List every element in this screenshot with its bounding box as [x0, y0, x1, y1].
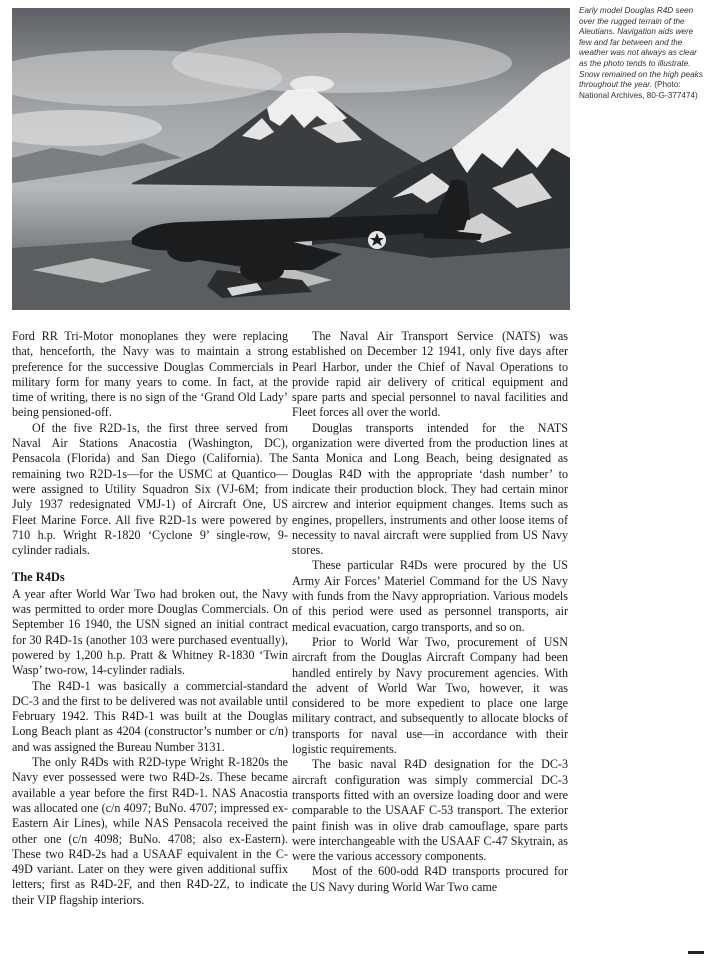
right-column [292, 329, 568, 895]
paragraph: A year after World War Two had broken out, the Navy was permitted to order more Douglas Commercials. On September 16 1940, the USN signed an initial contract for 30 R4D-1s (another 103 were purchased eventually), powered by 1,200 h.p. Pratt & Whitney R-1830 ‘Twin Wasp’ two-row, 14-cylinder radials. [12, 586, 288, 678]
paragraph: Most of the 600-odd R4D transports procured for the US Navy during World War Two came [292, 864, 568, 894]
paragraph: Douglas transports intended for the NATS organization were diverted from the production lines at Santa Monica and Long Beach, being designated as Douglas R4D with the appropriate ‘dash number’ to indicate their production block. They had certain minor aircrew and interior equipment changes. Items such as engines, propellers, instruments and other loose items of necessity to naval aircraft were supplied from US Navy stores. [292, 420, 568, 558]
photo-caption [579, 6, 705, 101]
paragraph: The only R4Ds with R2D-type Wright R-1820s the Navy ever possessed were two R4D-2s. These became available a year before the first R4D-1. NAS Anacostia was allocated one (c/n 4097; BuNo. 4707; impressed ex-Eastern Air Lines), while NAS Pensacola received the other one (c/n 4098; BuNo. 4708; also ex-Eastern). These two R4D-2s had a USAAF equivalent in the C-49D variant. Later on they were given additional suffix letters; first as R4D-2F, and then R4D-2Z, to indicate their VIP flagship interiors. [12, 755, 288, 907]
paragraph: The Naval Air Transport Service (NATS) was established on December 12 1941, only five days after Pearl Harbor, under the Chief of Naval Operations to provide rapid air delivery of critical equipment and spare parts and special personnel to naval facilities and Fleet forces all over the world. [292, 329, 568, 420]
page-edge-mark [688, 951, 704, 954]
aircraft-photo [12, 8, 570, 310]
caption-text: Early model Douglas R4D seen over the rugged terrain of the Aleutians. Navigation aids were few and far between and the weather was not always as clear as the photo tends to illustrate. Snow remained on the high peaks throughout the year. [579, 6, 703, 90]
paragraph: Prior to World War Two, procurement of USN aircraft from the Douglas Aircraft Company had been handled entirely by Navy procurement agencies. With the advent of World War Two, however, it was considered to be more expedient to place one large military contract, and subsequently to allocate blocks of transports for naval use—in accordance with their logistic requirements. [292, 634, 568, 757]
section-heading: The R4Ds [12, 570, 65, 585]
paragraph: Of the five R2D-1s, the first three served from Naval Air Stations Anacostia (Washington, DC), Pensacola (Florida) and San Diego (California). The remaining two R2D-1s—for the USMC at Quantico—were assigned to Utility Squadron Six (VJ-6M; from July 1937 redesignated VMJ-1) of Aircraft One, US Fleet Marine Force. All five R2D-1s were powered by 710 h.p. Wright R-1820 ‘Cyclone 9’ single-row, 9-cylinder radials. [12, 420, 288, 558]
paragraph: These particular R4Ds were procured by the US Army Air Forces’ Materiel Command for the US Navy with funds from the Navy appropriation. Various models of this period were used as personnel transports, air medical evacuation, cargo transports, and so on. [292, 558, 568, 634]
photo-credit: (Photo: National Archives, 80-G-377474) [579, 80, 698, 100]
paragraph: Ford RR Tri-Motor monoplanes they were replacing that, henceforth, the Navy was to maintain a strong preference for the successive Douglas Commercials in military form for many years to come. In fact, at the time of writing, there is no sign of the ‘Grand Old Lady’ being pensioned-off. [12, 329, 288, 420]
paragraph: The R4D-1 was basically a commercial-standard DC-3 and the first to be delivered was not available until February 1942. This R4D-1 was built at the Douglas Long Beach plant as 4204 (constructor’s number or c/n) and was assigned the Bureau Number 3131. [12, 678, 288, 754]
paragraph: The basic naval R4D designation for the DC-3 aircraft configuration was simply commercial DC-3 transports fitted with an oversize loading door and were comparable to the USAAF C-53 transport. The exterior paint finish was in olive drab camouflage, spare parts were interchangeable with the USAAF C-47 Skytrain, as were the various accessory components. [292, 757, 568, 864]
left-column [12, 329, 288, 908]
